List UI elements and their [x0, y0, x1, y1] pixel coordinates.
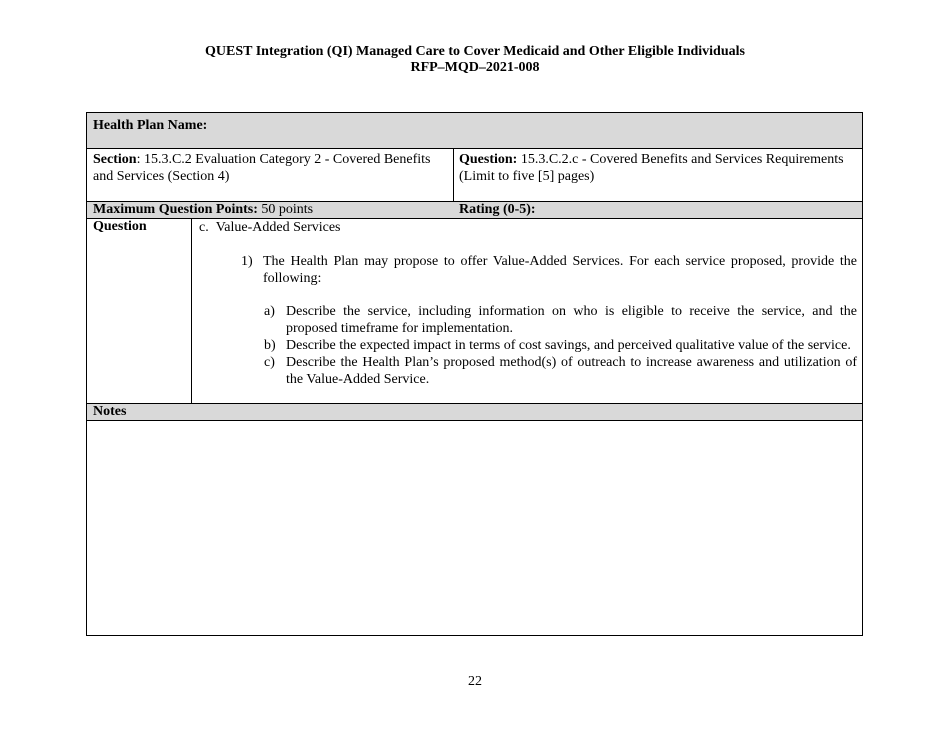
notes-label: Notes — [93, 404, 127, 419]
section-label: Section — [93, 152, 137, 167]
item-1-marker: 1) — [241, 254, 253, 269]
rfp-number: RFP–MQD–2021-008 — [410, 60, 540, 75]
item-c — [199, 219, 341, 236]
sub-c-marker: c) — [264, 355, 275, 370]
sub-c-text: Describe the Health Plan’s proposed method(s) of outreach to increase awareness and utilization of the Value-Added Service. — [286, 355, 857, 387]
sub-a-marker: a) — [264, 304, 275, 319]
health-plan-label: Health Plan Name: — [93, 118, 208, 133]
evaluation-table — [86, 112, 863, 636]
notes-row — [87, 404, 862, 420]
max-points-label: Maximum Question Points: — [93, 202, 258, 217]
rating-label: Rating (0-5): — [459, 202, 536, 217]
max-points-value: 50 points — [257, 202, 314, 217]
document-header — [0, 44, 950, 76]
sub-b-text: Describe the expected impact in terms of cost savings, and perceived qualitative value of the service. — [286, 338, 851, 353]
question-ref-cell — [459, 151, 859, 185]
sub-b-marker: b) — [264, 338, 276, 353]
page-number: 22 — [468, 674, 482, 689]
document-title: QUEST Integration (QI) Managed Care to Cover Medicaid and Other Eligible Individuals — [205, 44, 745, 59]
rating-cell — [459, 201, 536, 218]
sub-a-text: Describe the service, including information on who is eligible to receive the service, and the proposed timeframe for implementation. — [286, 304, 857, 336]
notes-area — [87, 421, 862, 635]
item-c-text: Value-Added Services — [215, 220, 341, 235]
question-label: Question: — [459, 152, 518, 167]
section-cell — [93, 151, 449, 185]
max-points-cell — [93, 201, 313, 218]
question-value: 15.3.C.2.c - Covered Benefits and Services Requirements (Limit to five [5] pages) — [459, 152, 844, 184]
item-c-marker: c. — [199, 220, 209, 235]
question-row-label: Question — [93, 219, 147, 234]
section-value: : 15.3.C.2 Evaluation Category 2 - Covered Benefits and Services (Section 4) — [93, 152, 431, 184]
item-1-text: The Health Plan may propose to offer Value-Added Services. For each service proposed, provide the following: — [263, 254, 857, 286]
